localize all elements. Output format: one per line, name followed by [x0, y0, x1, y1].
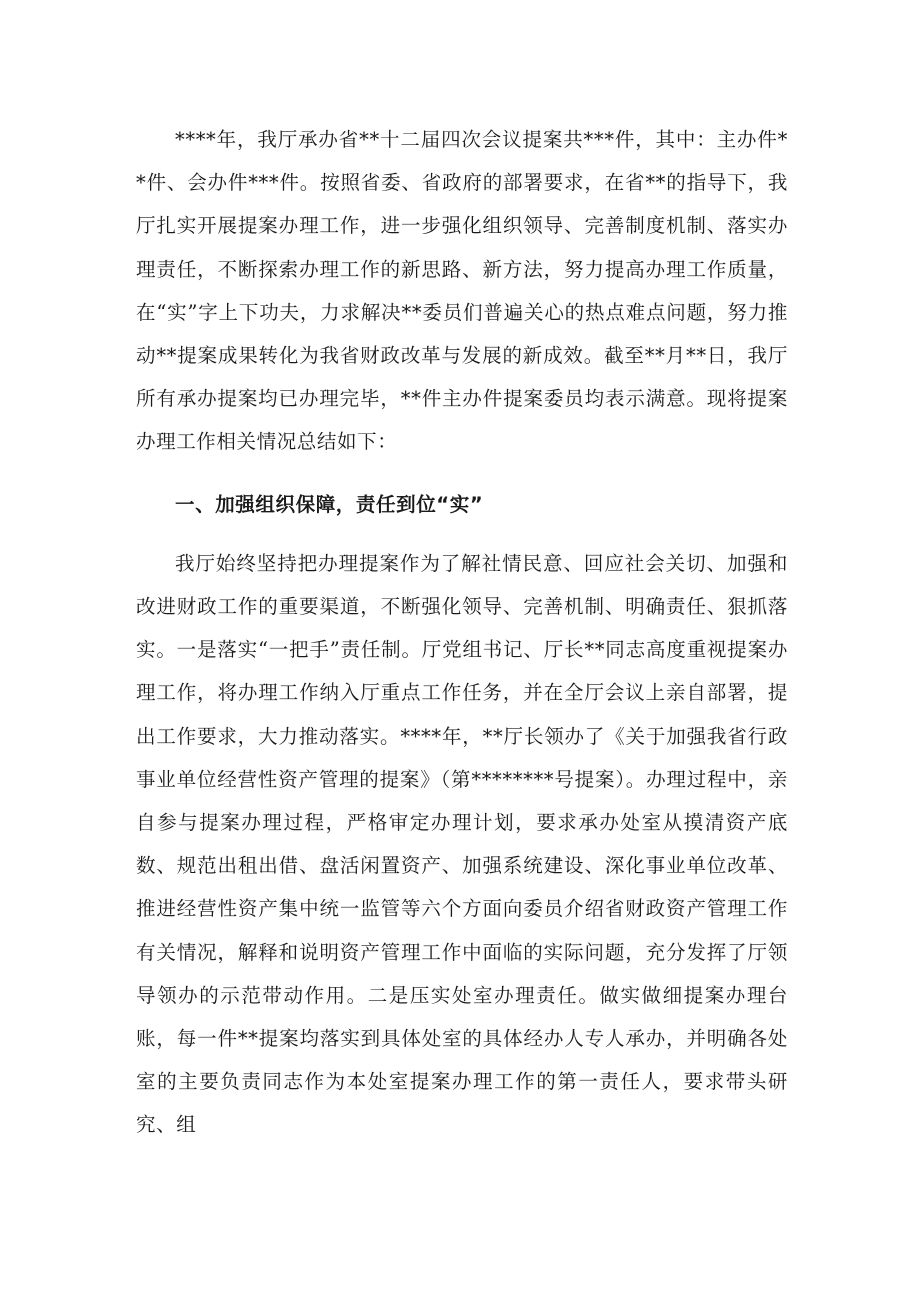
section-1-paragraph: 我厅始终坚持把办理提案作为了解社情民意、回应社会关切、加强和改进财政工作的重要渠道，不断强化领导、完善机制、明确责任、狠抓落实。一是落实“一把手”责任制。厅党组书记、厅长**同志高度重视提案办理工作，将办理工作纳入厅重点工作任务，并在全厅会议上亲自部署，提出工作要求，大力推动落实。****年，**厅长领办了《关于加强我省行政事业单位经营性资产管理的提案》（第********号提案）。办理过程中，亲自参与提案办理过程，严格审定办理计划，要求承办处室从摸清资产底数、规范出租出借、盘活闲置资产、加强系统建设、深化事业单位改革、推进经营性资产集中统一监管等六个方面向委员介绍省财政资产管理工作有关情况，解释和说明资产管理工作中面临的实际问题，充分发挥了厅领导领办的示范带动作用。二是压实处室办理责任。做实做细提案办理台账，每一件**提案均落实到具体处室的具体经办人专人承办，并明确各处室的主要负责同志作为本处室提案办理工作的第一责任人，要求带头研究、组 [136, 551, 788, 1137]
intro-paragraph: ****年，我厅承办省**十二届四次会议提案共***件，其中：主办件**件、会办件***件。按照省委、省政府的部署要求，在省**的指导下，我厅扎实开展提案办理工作，进一步强化组织领导、完善制度机制、落实办理责任，不断探索办理工作的新思路、新方法，努力提高办理工作质量，在“实”字上下功夫，力求解决**委员们普遍关心的热点难点问题，努力推动**提案成果转化为我省财政改革与发展的新成效。截至**月**日，我厅所有承办提案均已办理完毕，**件主办件提案委员均表示满意。现将提案办理工作相关情况总结如下： [136, 128, 788, 454]
section-heading-1: 一、加强组织保障，责任到位“实” [175, 492, 484, 516]
